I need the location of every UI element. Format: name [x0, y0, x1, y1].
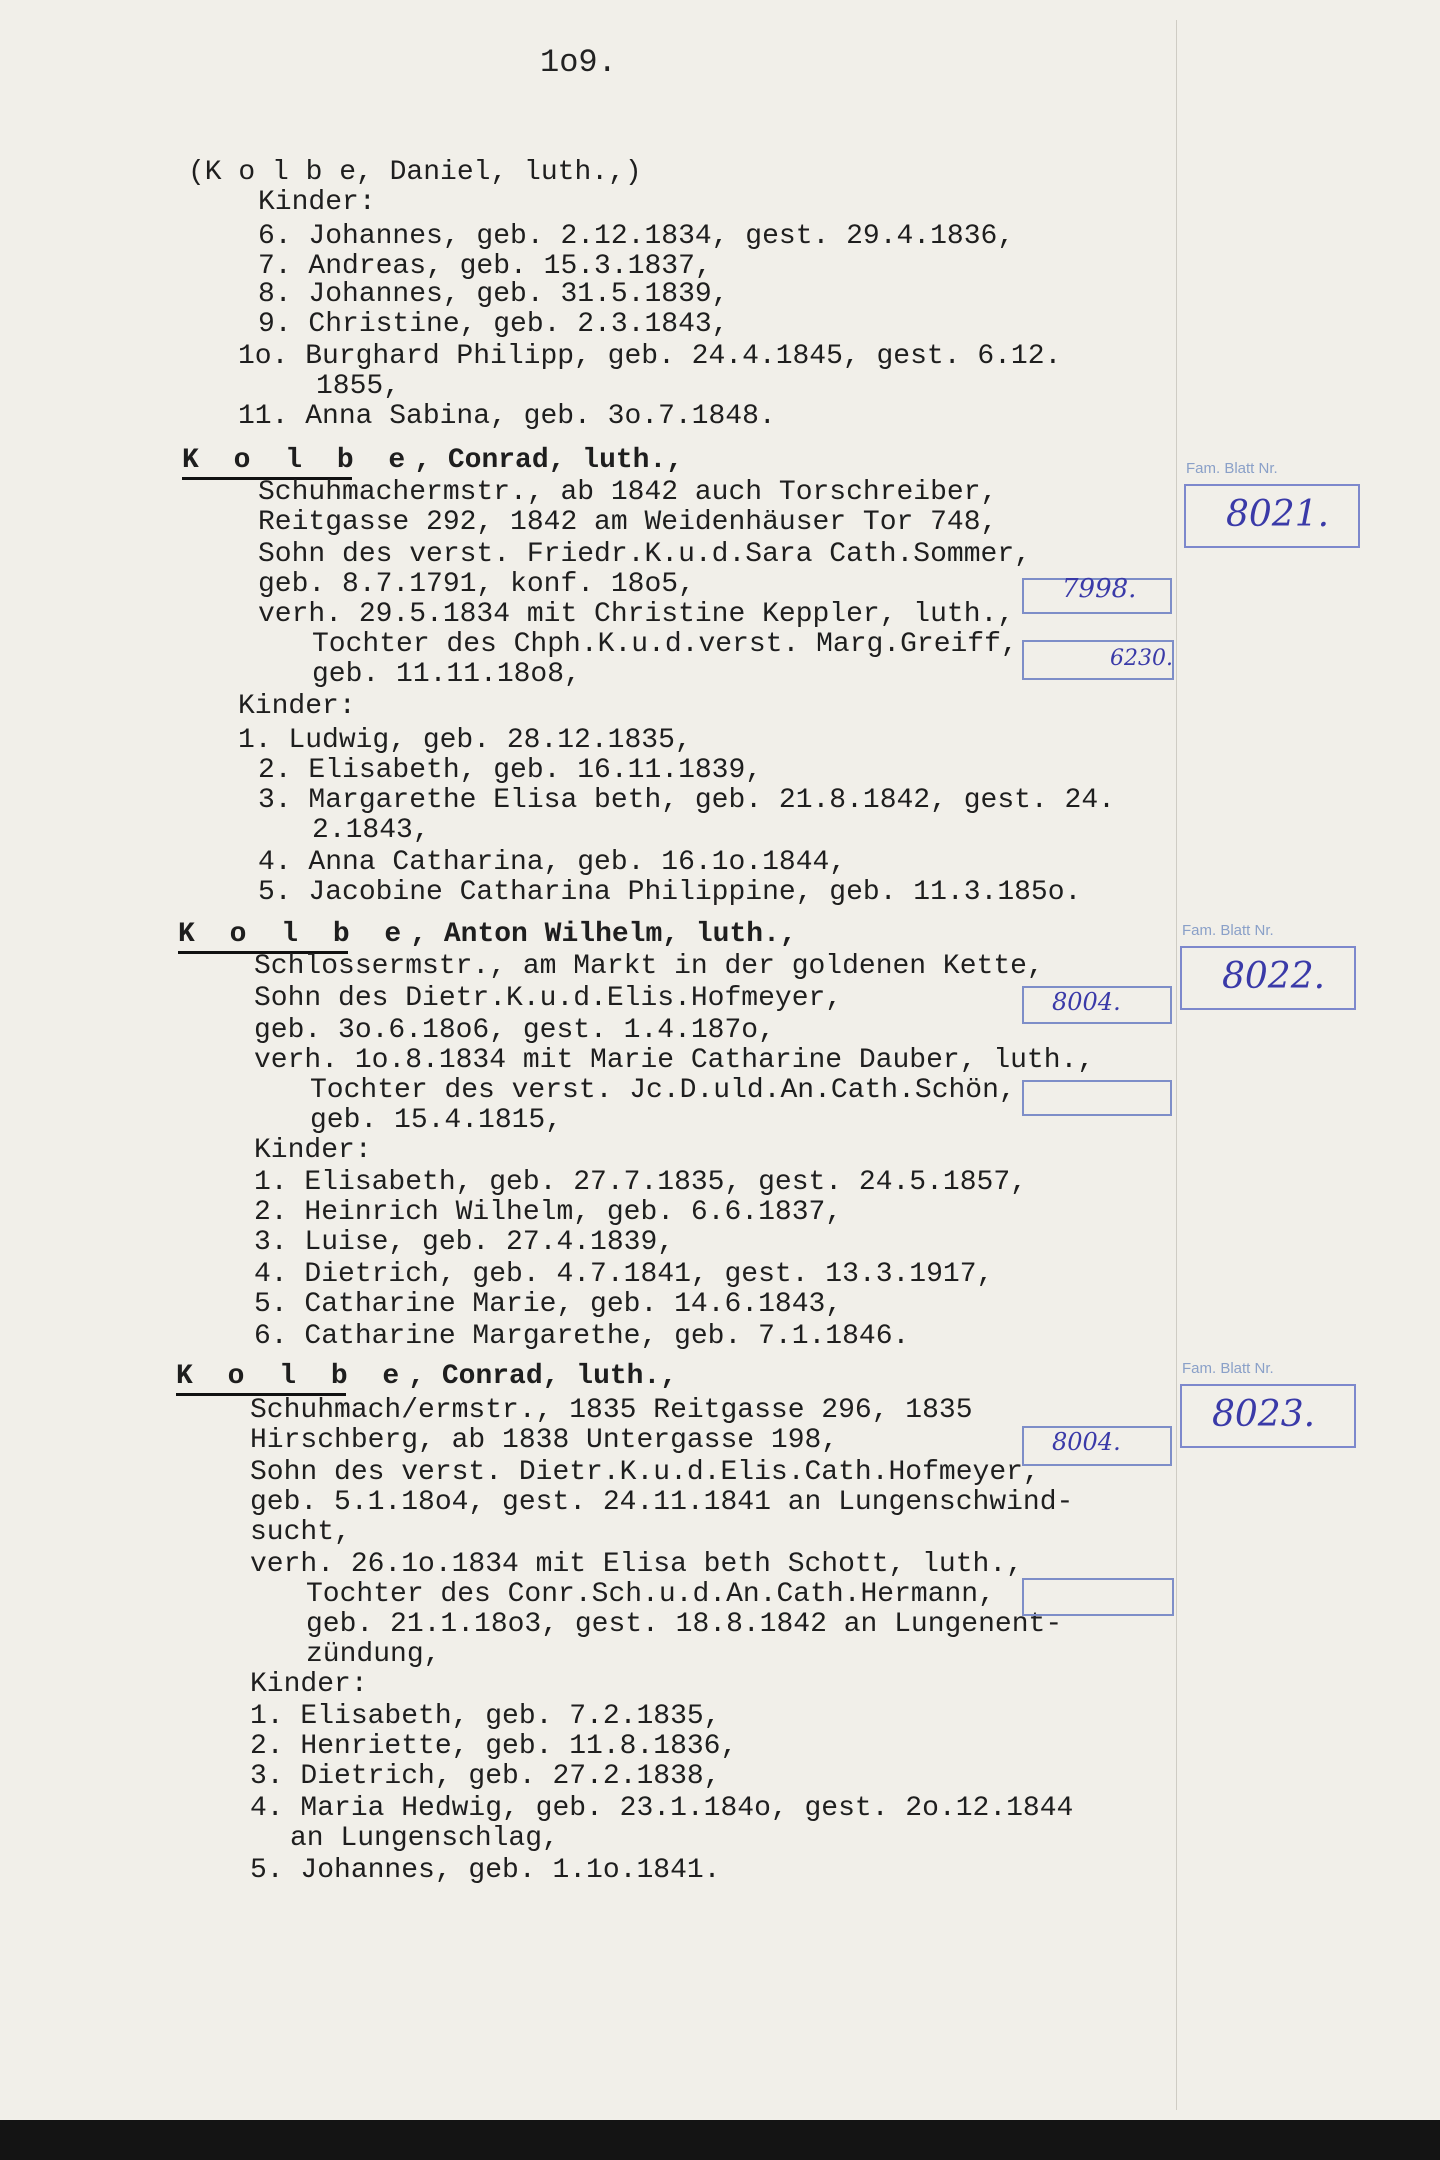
- ref-number: 6230.: [1110, 646, 1173, 671]
- entry-line: geb. 8.7.1791, konf. 18o5,: [258, 569, 695, 600]
- entry-line: geb. 21.1.18o3, gest. 18.8.1842 an Lungenent-: [306, 1609, 1063, 1640]
- child-line: 5. Catharine Marie, geb. 14.6.1843,: [254, 1289, 843, 1320]
- heading-rest: , Conrad, luth.,: [408, 1361, 678, 1392]
- entry-line: Schuhmachermstr., ab 1842 auch Torschreiber,: [258, 477, 998, 508]
- ref-box: [1022, 1080, 1172, 1116]
- children-label: Kinder:: [238, 691, 356, 722]
- ref-number: 8004.: [1052, 988, 1121, 1016]
- heading-rest: , Conrad, luth.,: [414, 445, 684, 476]
- margin-rule: [1176, 20, 1177, 2110]
- ref-box: [1022, 1578, 1174, 1616]
- child-line: 4. Maria Hedwig, geb. 23.1.184o, gest. 2o.12.1844: [250, 1793, 1074, 1824]
- entry-line: geb. 5.1.18o4, gest. 24.11.1841 an Lungenschwind-: [250, 1487, 1074, 1518]
- child-line: 2. Heinrich Wilhelm, geb. 6.6.1837,: [254, 1197, 843, 1228]
- entry-line: Sohn des verst. Dietr.K.u.d.Elis.Cath.Hofmeyer,: [250, 1457, 1040, 1488]
- entry-line: Tochter des verst. Jc.D.uld.An.Cath.Schön,: [310, 1075, 1016, 1106]
- child-line: 2. Henriette, geb. 11.8.1836,: [250, 1731, 738, 1762]
- child-line: 6. Johannes, geb. 2.12.1834, gest. 29.4.1836,: [258, 221, 1015, 252]
- child-line: 1. Elisabeth, geb. 27.7.1835, gest. 24.5.1857,: [254, 1167, 1027, 1198]
- entry-line: verh. 1o.8.1834 mit Marie Catharine Dauber, luth.,: [254, 1045, 1095, 1076]
- child-line: 5. Jacobine Catharina Philippine, geb. 11.3.185o.: [258, 877, 1082, 908]
- child-line: 1. Ludwig, geb. 28.12.1835,: [238, 725, 692, 756]
- child-line-cont: 2.1843,: [312, 815, 430, 846]
- fam-label: Fam. Blatt Nr.: [1182, 922, 1274, 939]
- entry-line: verh. 29.5.1834 mit Christine Keppler, luth.,: [258, 599, 1015, 630]
- surname: K o l b e: [182, 445, 415, 476]
- fam-label: Fam. Blatt Nr.: [1186, 460, 1278, 477]
- entry-heading-daniel: (K o l b e, Daniel, luth.,): [188, 157, 642, 188]
- children-label: Kinder:: [254, 1135, 372, 1166]
- entry-line: Hirschberg, ab 1838 Untergasse 198,: [250, 1425, 839, 1456]
- entry-heading: [182, 446, 683, 476]
- fam-label: Fam. Blatt Nr.: [1182, 1360, 1274, 1377]
- child-line-cont: an Lungenschlag,: [290, 1823, 559, 1854]
- children-label: Kinder:: [250, 1669, 368, 1700]
- entry-line: Schuhmach/ermstr., 1835 Reitgasse 296, 1835: [250, 1395, 973, 1426]
- child-line: 1. Elisabeth, geb. 7.2.1835,: [250, 1701, 721, 1732]
- entry-heading: [178, 920, 797, 950]
- child-line: 3. Luise, geb. 27.4.1839,: [254, 1227, 675, 1258]
- child-line: 4. Anna Catharina, geb. 16.1o.1844,: [258, 847, 847, 878]
- entry-line: verh. 26.1o.1834 mit Elisa beth Schott, luth.,: [250, 1549, 1023, 1580]
- entry-line: geb. 3o.6.18o6, gest. 1.4.187o,: [254, 1015, 775, 1046]
- page-number: 1o9.: [540, 44, 617, 81]
- entry-line: Sohn des verst. Friedr.K.u.d.Sara Cath.Sommer,: [258, 539, 1031, 570]
- child-line: 7. Andreas, geb. 15.3.1837,: [258, 251, 712, 282]
- child-line-cont: 1855,: [316, 371, 401, 402]
- entry-line: zündung,: [306, 1639, 441, 1670]
- children-label: Kinder:: [258, 187, 376, 218]
- fam-number: 8022.: [1222, 956, 1326, 997]
- entry-line: sucht,: [250, 1517, 351, 1548]
- entry-line: Tochter des Conr.Sch.u.d.An.Cath.Hermann,: [306, 1579, 995, 1610]
- entry-heading: [176, 1362, 677, 1392]
- ref-number: 8004.: [1052, 1428, 1121, 1456]
- entry-line: Sohn des Dietr.K.u.d.Elis.Hofmeyer,: [254, 983, 843, 1014]
- child-line: 9. Christine, geb. 2.3.1843,: [258, 309, 729, 340]
- child-line: 3. Dietrich, geb. 27.2.1838,: [250, 1761, 721, 1792]
- surname: K o l b e: [178, 919, 411, 950]
- child-line: 2. Elisabeth, geb. 16.11.1839,: [258, 755, 763, 786]
- fam-number: 8023.: [1212, 1394, 1316, 1435]
- child-line: 8. Johannes, geb. 31.5.1839,: [258, 279, 729, 310]
- child-line: 1o. Burghard Philipp, geb. 24.4.1845, gest. 6.12.: [238, 341, 1062, 372]
- surname: K o l b e: [176, 1361, 409, 1392]
- entry-line: Reitgasse 292, 1842 am Weidenhäuser Tor 748,: [258, 507, 998, 538]
- child-line: 6. Catharine Margarethe, geb. 7.1.1846.: [254, 1321, 910, 1352]
- entry-line: geb. 15.4.1815,: [310, 1105, 563, 1136]
- child-line: 3. Margarethe Elisa beth, geb. 21.8.1842, gest. 24.: [258, 785, 1115, 816]
- entry-line: geb. 11.11.18o8,: [312, 659, 581, 690]
- entry-line: Schlossermstr., am Markt in der goldenen Kette,: [254, 951, 1044, 982]
- ref-number: 7998.: [1062, 574, 1137, 604]
- fam-number: 8021.: [1226, 494, 1330, 535]
- child-line: 11. Anna Sabina, geb. 3o.7.1848.: [238, 401, 776, 432]
- child-line: 5. Johannes, geb. 1.1o.1841.: [250, 1855, 721, 1886]
- entry-line: Tochter des Chph.K.u.d.verst. Marg.Greiff,: [312, 629, 1018, 660]
- child-line: 4. Dietrich, geb. 4.7.1841, gest. 13.3.1917,: [254, 1259, 994, 1290]
- heading-rest: , Anton Wilhelm, luth.,: [410, 919, 797, 950]
